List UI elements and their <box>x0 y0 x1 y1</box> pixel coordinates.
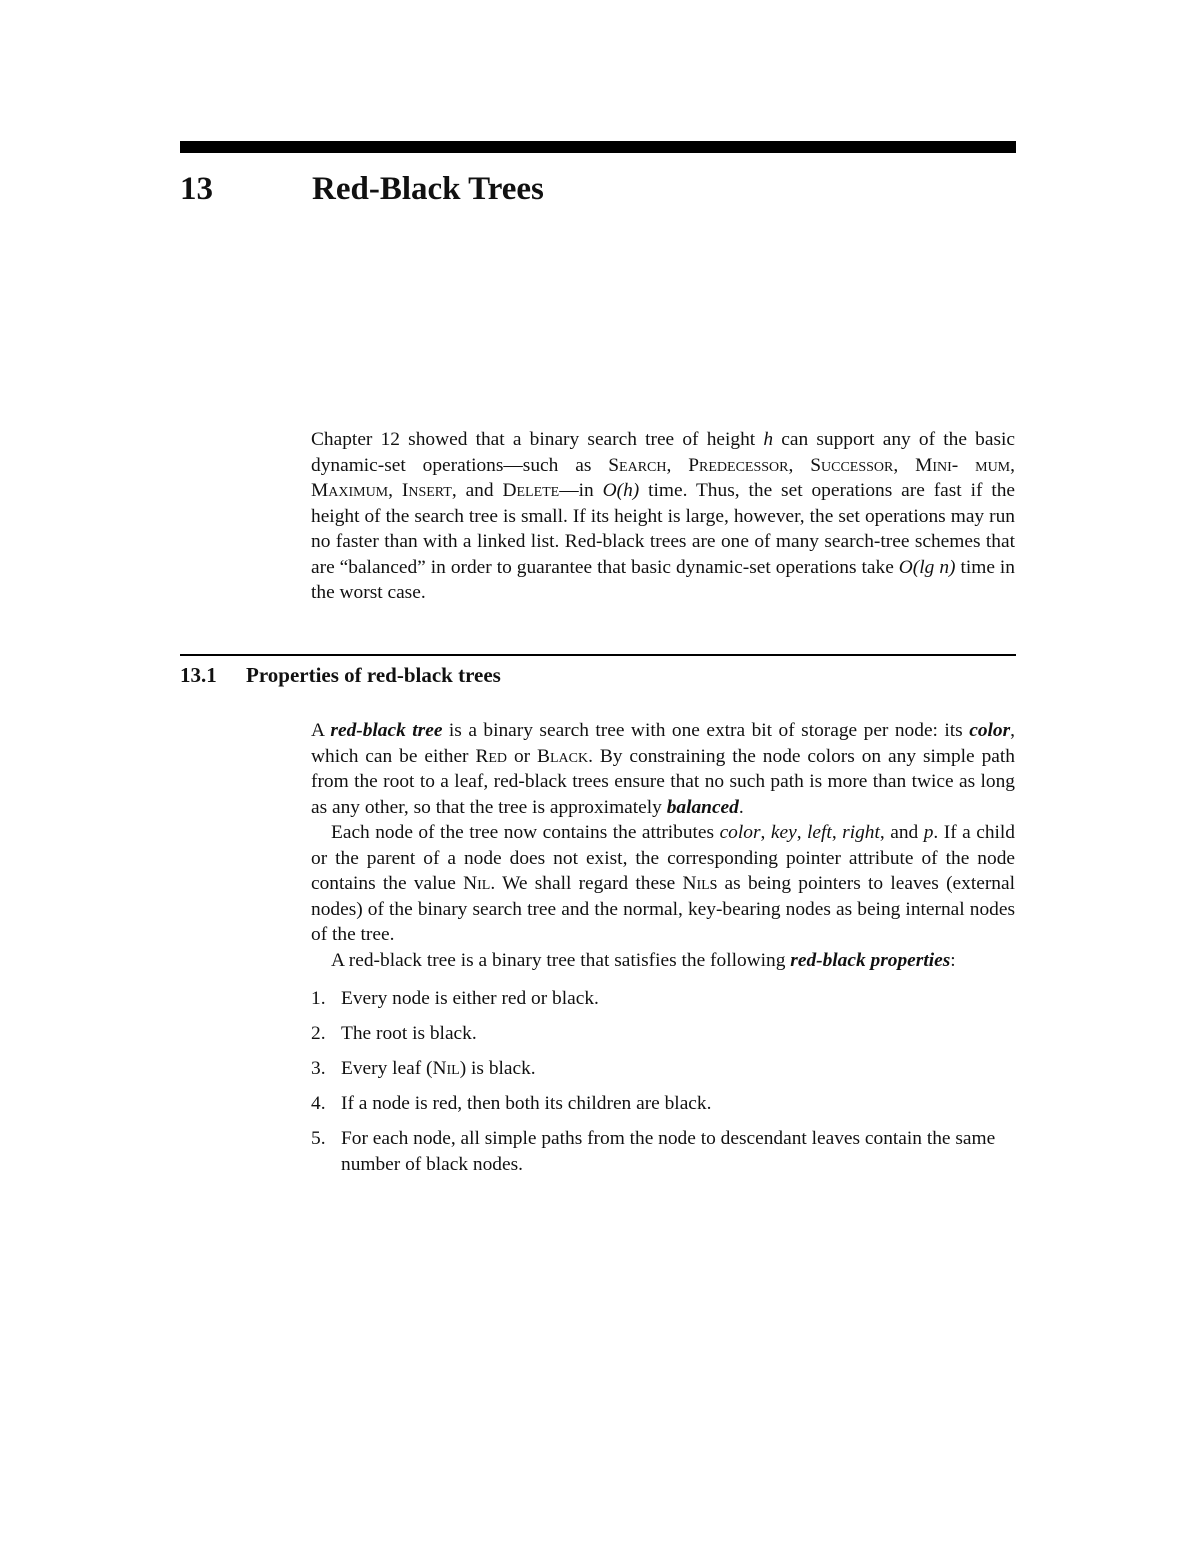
chapter-number: 13 <box>180 171 213 207</box>
intro-text: , <box>666 454 689 476</box>
intro-text: can support any of the basic dynamic-set operations—such as <box>311 429 1015 476</box>
intro-text: , <box>788 454 811 476</box>
body-text: , and <box>879 822 924 843</box>
section-body <box>311 718 1015 973</box>
term-red-black-properties: red-black properties <box>790 949 951 971</box>
list-number: 2. <box>311 1023 326 1044</box>
attr-right: right <box>842 822 880 843</box>
body-text: . If a child or the parent of a node does not exist, the corresponding pointer attribute of the node contains the value <box>311 822 1016 894</box>
body-text: . <box>738 796 744 818</box>
const-nil: Nil <box>463 873 491 894</box>
body-text: is a binary search tree with one extra bit of storage per node: its <box>442 720 970 741</box>
section-rule <box>180 654 1016 656</box>
body-text: or <box>507 745 538 767</box>
paragraph-properties-intro <box>311 948 1015 974</box>
body-text: , <box>760 822 771 843</box>
list-item <box>311 1091 1015 1117</box>
paragraph-definition <box>311 718 1015 820</box>
op-delete: Delete <box>502 480 560 501</box>
properties-list <box>311 986 1015 1187</box>
intro-text: , <box>1010 454 1015 476</box>
body-text: : <box>950 949 956 971</box>
chapter-heading <box>180 168 1016 210</box>
op-predecessor: Predecessor <box>688 454 789 476</box>
op-successor: Successor <box>810 454 894 476</box>
list-text: Every node is either red or black. <box>341 988 599 1009</box>
list-item <box>311 1021 1015 1047</box>
intro-text: Chapter 12 showed that a binary search tree of height <box>311 429 764 450</box>
body-text: . We shall regard these <box>490 873 683 894</box>
paragraph-attributes <box>311 820 1015 948</box>
intro-paragraph <box>311 427 1015 606</box>
op-maximum: Maximum <box>311 480 389 501</box>
intro-text: , and <box>451 480 503 501</box>
math-o-h: O(h) <box>602 480 640 501</box>
list-text: Every leaf ( <box>341 1058 433 1079</box>
math-h: h <box>763 429 774 450</box>
attr-color: color <box>719 822 761 843</box>
math-o-lg-n: O(lg n) <box>898 556 956 578</box>
attr-p: p <box>923 822 934 843</box>
list-text: ) is black. <box>459 1058 536 1079</box>
body-text: . By constraining the node colors on any simple path from the root to a leaf, red-black trees ensure that no such path is more than twice as long as any other, so that the tree is approximately <box>311 745 1015 818</box>
intro-text: —in <box>559 480 603 501</box>
intro-text: time. Thus, the set operations are fast if the height of the search tree is small. If its height is large, however, the set operations may run no faster than with a linked list. Red-black trees are one of many search-tree schemes that are “balanced” in order to guarantee that basic dynamic-set operations take <box>311 480 1016 578</box>
term-balanced: balanced <box>666 796 739 818</box>
body-text: Each node of the tree now contains the attributes <box>331 822 720 843</box>
const-nil: Nil <box>682 873 710 894</box>
list-number: 3. <box>311 1058 326 1079</box>
attr-left: left <box>807 822 832 843</box>
list-item <box>311 986 1015 1012</box>
intro-text: time in the worst case. <box>311 556 1015 603</box>
body-text: , <box>796 822 808 843</box>
body-text: , <box>831 822 843 843</box>
term-red-black-tree: red-black tree <box>330 720 443 741</box>
list-text: For each node, all simple paths from the node to descendant leaves contain the same number of black nodes. <box>341 1128 996 1175</box>
list-number: 1. <box>311 988 326 1009</box>
body-text: A red-black tree is a binary tree that satisfies the following <box>331 949 791 971</box>
op-insert: Insert <box>401 480 452 501</box>
term-color: color <box>969 720 1011 741</box>
section-title: Properties of red-black trees <box>246 663 501 687</box>
list-text: The root is black. <box>341 1023 477 1044</box>
op-search: Search <box>608 454 667 476</box>
const-red: Red <box>475 745 508 767</box>
body-text: s as being pointers to leaves (external nodes) of the binary search tree and the normal, key-bearing nodes as being internal nodes of the tree. <box>311 873 1016 945</box>
list-number: 4. <box>311 1093 326 1114</box>
intro-text: , <box>893 454 916 476</box>
section-number: 13.1 <box>180 663 217 687</box>
op-minimum: Mini- mum <box>915 454 1011 476</box>
chapter-rule <box>180 141 1016 153</box>
const-black: Black <box>537 745 589 767</box>
list-item <box>311 1056 1015 1082</box>
body-text: A <box>311 720 331 741</box>
list-text: If a node is red, then both its children are black. <box>341 1093 712 1114</box>
attr-key: key <box>770 822 797 843</box>
const-nil: Nil <box>432 1058 460 1079</box>
body-text: , which can be either <box>311 720 1016 767</box>
section-heading <box>180 660 1016 690</box>
chapter-title: Red-Black Trees <box>312 171 544 207</box>
intro-text: , <box>388 480 402 501</box>
list-item <box>311 1126 1015 1177</box>
list-number: 5. <box>311 1128 326 1149</box>
